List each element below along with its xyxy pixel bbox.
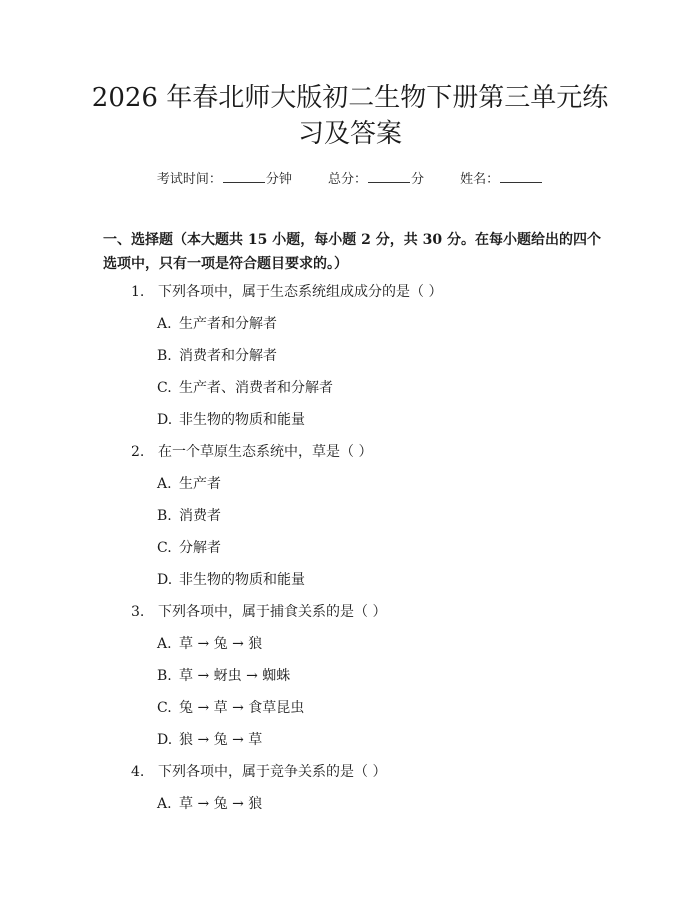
option-3d: [157, 729, 262, 749]
name-blank: [500, 170, 542, 183]
option-2b: [157, 505, 221, 525]
option-label: A.: [157, 316, 172, 332]
question-text: 在一个草原生态系统中，草是（ ）: [158, 444, 373, 460]
time-unit: 分钟: [265, 172, 292, 187]
option-label: B.: [157, 508, 172, 524]
option-label: C.: [157, 700, 172, 716]
option-label: D.: [157, 732, 173, 748]
title-line-2: 习及答案: [297, 119, 402, 149]
time-label: 考试时间：: [156, 172, 222, 187]
question-text: 下列各项中，属于竞争关系的是（ ）: [158, 764, 387, 780]
question-number: 1.: [131, 284, 145, 300]
option-text: 兔 → 草 → 食草昆虫: [179, 700, 305, 716]
question-2: [131, 441, 372, 461]
option-text: 草 → 蚜虫 → 蜘蛛: [179, 668, 291, 684]
option-1b: [157, 345, 277, 365]
question-number: 4.: [131, 764, 145, 780]
option-text: 非生物的物质和能量: [179, 572, 305, 588]
option-label: C.: [157, 540, 172, 556]
option-label: B.: [157, 668, 172, 684]
option-label: D.: [157, 412, 173, 428]
option-2a: [157, 473, 221, 493]
score-unit: 分: [411, 172, 425, 187]
question-3: [131, 601, 386, 621]
time-field: [157, 172, 296, 187]
option-label: B.: [157, 348, 172, 364]
question-number: 2.: [131, 444, 145, 460]
score-field: [328, 172, 428, 187]
option-3a: [157, 633, 262, 653]
option-text: 草 → 兔 → 狼: [179, 796, 263, 812]
name-field: [460, 172, 543, 187]
option-label: A.: [157, 636, 172, 652]
option-label: A.: [157, 476, 172, 492]
option-text: 狼 → 兔 → 草: [179, 732, 263, 748]
option-text: 草 → 兔 → 狼: [179, 636, 263, 652]
option-text: 非生物的物质和能量: [179, 412, 305, 428]
page-title: [70, 80, 630, 152]
exam-meta: [0, 168, 700, 187]
option-label: D.: [157, 572, 173, 588]
option-1c: [157, 377, 333, 397]
title-line-1: 2026 年春北师大版初二生物下册第三单元练: [91, 83, 609, 113]
option-text: 生产者: [179, 476, 221, 492]
question-number: 3.: [131, 604, 145, 620]
option-1d: [157, 409, 305, 429]
option-1a: [157, 313, 277, 333]
option-text: 生产者、消费者和分解者: [179, 380, 333, 396]
time-blank: [223, 170, 265, 183]
name-label: 姓名：: [460, 172, 500, 187]
option-2c: [157, 537, 221, 557]
option-text: 消费者和分解者: [179, 348, 277, 364]
score-label: 总分：: [327, 172, 367, 187]
question-4: [131, 761, 386, 781]
option-4a: [157, 793, 262, 813]
question-text: 下列各项中，属于生态系统组成成分的是（ ）: [158, 284, 443, 300]
option-label: C.: [157, 380, 172, 396]
option-text: 生产者和分解者: [179, 316, 277, 332]
question-1: [131, 281, 442, 301]
option-2d: [157, 569, 305, 589]
section-title: 一、选择题（本大题共 15 小题，每小题 2 分，共 30 分。在每小题给出的四个选项中，只有一项是符合题目要求的。）: [103, 232, 601, 272]
question-text: 下列各项中，属于捕食关系的是（ ）: [158, 604, 387, 620]
option-label: A.: [157, 796, 172, 812]
option-text: 消费者: [179, 508, 221, 524]
option-text: 分解者: [179, 540, 221, 556]
option-3b: [157, 665, 290, 685]
option-3c: [157, 697, 304, 717]
score-blank: [368, 170, 410, 183]
